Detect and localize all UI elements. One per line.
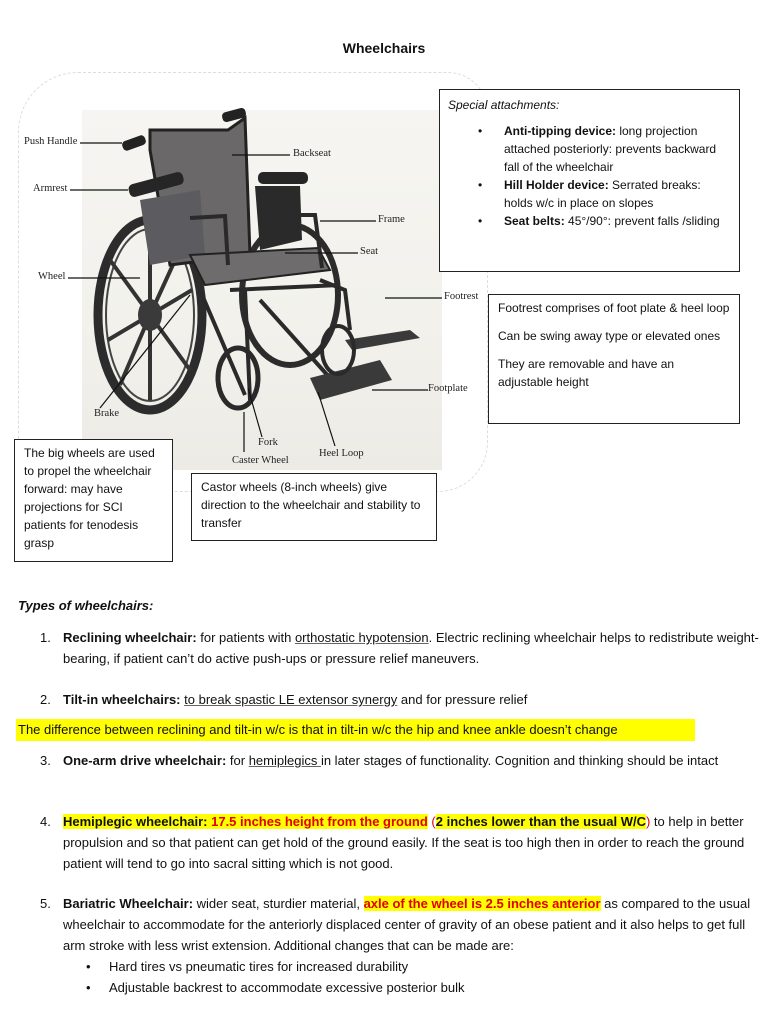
list-item-tilt-in: 2. Tilt-in wheelchairs: to break spastic LE extensor synergy and for pressure relief [40,692,528,707]
difference-note: The difference between reclining and tilt-in w/c is that in tilt-in w/c the hip and knee ankle doesn’t change [16,719,695,741]
special-attachments-box [439,89,740,272]
list-item-one-arm: 3. One-arm drive wheelchair: for hemiplegics in later stages of functionality. Cognition and thinking should be intact [40,753,719,768]
types-heading: Types of wheelchairs: [18,598,154,613]
footrest-line: Footrest comprises of foot plate & heel loop [498,301,730,315]
page-title: Wheelchairs [342,40,426,56]
label-frame: Frame [378,214,405,225]
attachment-item: • Seat belts: 45°/90°: prevent falls /sliding [448,212,731,230]
label-push-handle: Push Handle [24,136,78,147]
footrest-note-box [488,294,740,424]
label-seat: Seat [360,246,379,257]
label-caster-wheel: Caster Wheel [232,455,289,466]
bariatric-bullet: • Hard tires vs pneumatic tires for increased durability [63,956,760,977]
label-footrest: Footrest [444,291,479,302]
attachment-item: • Anti-tipping device: long projection attached posteriorly: prevents backward fall of the wheelchair [448,122,731,176]
list-item-bariatric: 5. Bariatric Wheelchair: wider seat, sturdier material, axle of the wheel is 2.5 inches anterior as compared to the usual wheelchair to accommodate for the anteriorly displaced center of gravity of an obese patient and it also helps to get full arm stroke with less wrist extension. Additional changes that can be made are: • Hard tires vs pneumatic tires for increased durability • Adjustable backrest to accommodate excessive posterior bulk [40,893,760,998]
label-backseat: Backseat [293,148,331,159]
label-brake: Brake [94,408,120,419]
list-item-hemiplegic: 4. Hemiplegic wheelchair: 17.5 inches height from the ground (2 inches lower than the usual W/C) to help in better propulsion and so that patient can get hold of the ground easily. If the seat is too high then in order to reach the ground patient will tend to go into sacral sitting which is not good. [40,814,745,871]
castor-note: Castor wheels (8-inch wheels) give direction to the wheelchair and stability to transfer [201,480,421,530]
label-fork: Fork [258,437,278,448]
big-wheels-note: The big wheels are used to propel the wheelchair forward: may have projections for SCI patients for tenodesis grasp [24,446,155,550]
label-footplate: Footplate [428,383,468,394]
special-attachments-heading: Special attachments: [448,98,560,112]
castor-note-box [191,473,437,541]
footrest-line: They are removable and have an adjustable height [498,357,675,389]
big-wheels-note-box [14,439,173,562]
bariatric-bullet: • Adjustable backrest to accommodate excessive posterior bulk [63,977,760,998]
label-heel-loop: Heel Loop [319,448,364,459]
footrest-line: Can be swing away type or elevated ones [498,329,721,343]
list-item-reclining: 1. Reclining wheelchair: for patients with orthostatic hypotension. Electric reclining wheelchair helps to redistribute weight-bearing, if patient can’t do active push-ups or pressure relief maneuvers. [40,630,759,666]
label-armrest: Armrest [33,183,68,194]
attachment-item: • Hill Holder device: Serrated breaks: holds w/c in place on slopes [448,176,731,212]
label-wheel: Wheel [38,271,66,282]
